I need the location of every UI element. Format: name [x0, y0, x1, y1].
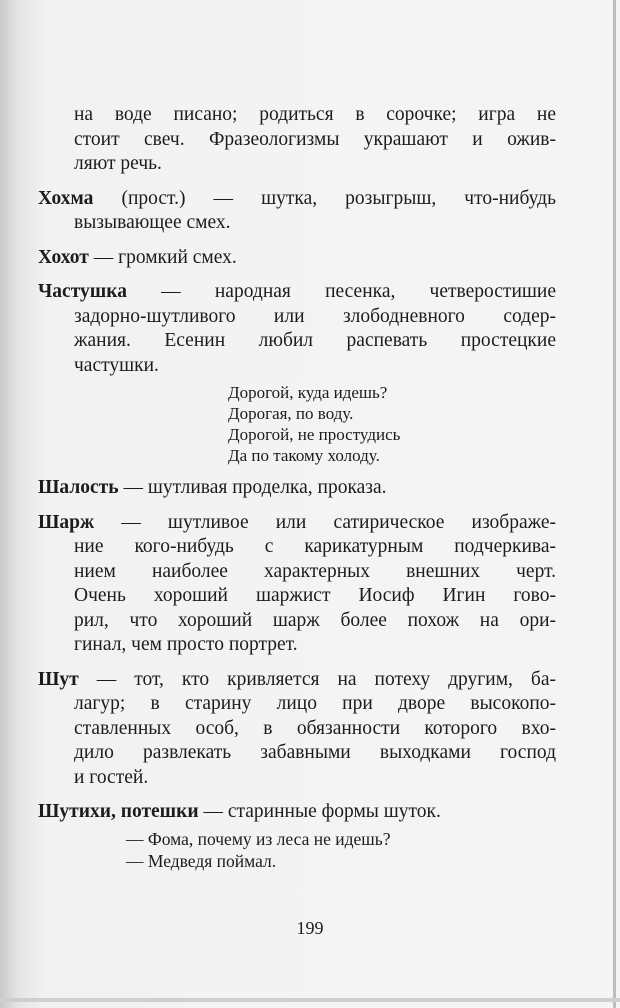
text-line: ставленных особ, в обязанности которого вхо- — [74, 717, 556, 739]
entry-term: Шут — [38, 668, 79, 690]
text-line: жания. Есенин любил распевать простецкие — [74, 330, 556, 351]
text-line: стоит свеч. Фразеологизмы украшают и ожив- — [74, 128, 556, 150]
text-line: задорно-шутливого или злободневного содер- — [74, 305, 556, 327]
verse-line: Дорогой, куда идешь? — [228, 383, 388, 402]
entry-term: Шарж — [38, 511, 95, 533]
entry-definition: — старинные формы шуток. — [198, 801, 441, 822]
dialog-line: — Медведя поймал. — [126, 850, 277, 871]
entry-sharzh — [38, 511, 556, 658]
page-number: 199 — [296, 918, 324, 938]
entry-chastushka — [38, 280, 556, 466]
text-line: и гостей. — [74, 766, 149, 788]
text-line: ляют речь. — [74, 153, 162, 174]
intro-paragraph — [38, 103, 556, 177]
entry-term: Шутихи, потешки — [38, 801, 199, 822]
entry-definition: — шутливая проделка, проказа. — [118, 477, 387, 498]
page-edge-bottom — [0, 998, 620, 1002]
entry-definition: — тот, кто кривляется на потеху другим, ба- — [78, 668, 556, 690]
entry-first-line — [38, 476, 556, 501]
entry-first-line — [38, 800, 556, 825]
entry-definition: (прост.) — шутка, розыгрыш, что-нибудь — [93, 187, 556, 209]
verse-block — [228, 382, 556, 466]
entry-first-line — [38, 280, 556, 305]
entry-term: Частушка — [38, 281, 127, 302]
entry-khokhot — [38, 246, 556, 271]
page-content — [38, 103, 556, 872]
entry-term: Хохма — [38, 187, 94, 209]
text-line: частушки. — [74, 354, 159, 376]
entry-first-line — [38, 511, 556, 536]
dialog-block — [126, 828, 556, 872]
text-line: нием наиболее характерных внешних черт. — [74, 560, 556, 582]
verse-line: Да по такому холоду. — [228, 446, 380, 465]
entry-term: Шалость — [38, 477, 119, 498]
entry-first-line — [38, 246, 556, 271]
entry-definition: — народная песенка, четверостишие — [126, 281, 556, 302]
page-edge-right — [613, 0, 616, 1008]
text-line: лагур; в старину лицо при дворе высокопо- — [74, 693, 556, 714]
text-line: дило развлекать забавными выходками господ — [74, 742, 556, 763]
text-line: гинал, чем просто портрет. — [74, 634, 298, 655]
text-line: вызывающее смех. — [74, 212, 231, 233]
entry-khokhma — [38, 187, 556, 236]
entry-definition: — шутливое или сатирическое изображе- — [94, 511, 556, 533]
entry-shutikhi — [38, 800, 556, 872]
entry-shalost — [38, 476, 556, 501]
text-line: на воде писано; родиться в сорочке; игра не — [74, 104, 556, 125]
verse-line: Дорогой, не простудись — [228, 425, 401, 444]
verse-line: Дорогая, по воду. — [228, 404, 354, 423]
entry-first-line — [38, 668, 556, 693]
entry-term: Хохот — [38, 246, 89, 268]
text-line: рил, что хороший шарж более похож на ори- — [74, 609, 556, 631]
text-line: ние кого-нибудь с карикатурным подчеркива- — [74, 536, 556, 557]
text-line: Очень хороший шаржист Иосиф Игин гово- — [74, 585, 556, 606]
entry-shut — [38, 668, 556, 791]
entry-definition: — громкий смех. — [88, 246, 237, 268]
entry-first-line — [38, 187, 556, 212]
dialog-line: — Фома, почему из леса не идешь? — [126, 828, 391, 849]
